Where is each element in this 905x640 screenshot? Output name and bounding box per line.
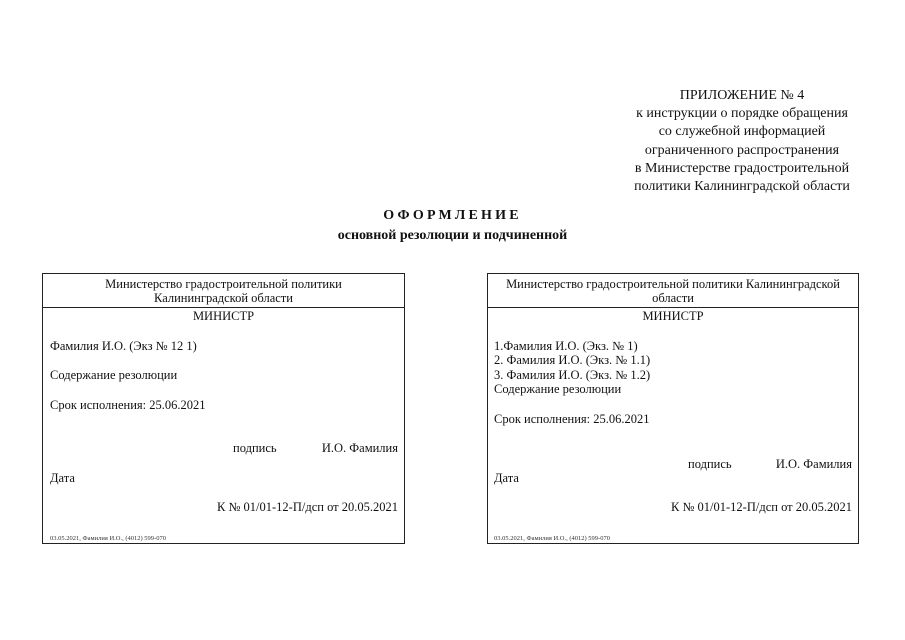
deadline: Срок исполнения: 25.06.2021 — [50, 398, 206, 412]
recipient: 2. Фамилия И.О. (Экз. № 1.1) — [494, 353, 651, 367]
appendix-line: к инструкции о порядке обращения — [636, 106, 848, 122]
signer-name: И.О. Фамилия — [321, 441, 398, 455]
header-line: Калининградской области — [154, 291, 293, 305]
deadline: Срок исполнения: 25.06.2021 — [494, 412, 650, 426]
executor-footer: 03.05.2021, Фамилия И.О., (4012) 599-070 — [50, 535, 166, 542]
resolution-content: Содержание резолюции — [494, 382, 622, 396]
header-line: Министерство градостроительной политики Калининградской — [506, 277, 840, 291]
subordinate-resolution-card — [487, 273, 859, 544]
signature-label: подпись — [688, 457, 732, 471]
card-header — [488, 274, 858, 308]
reference-number: К № 01/01-12-П/дсп от 20.05.2021 — [217, 500, 398, 514]
recipient: 3. Фамилия И.О. (Экз. № 1.2) — [494, 368, 651, 382]
appendix-title: ПРИЛОЖЕНИЕ № 4 — [679, 88, 805, 103]
main-resolution-card — [42, 273, 405, 544]
appendix-line: политики Калининградской области — [634, 179, 850, 195]
appendix-line: в Министерстве градостроительной — [634, 160, 850, 176]
date-label: Дата — [494, 471, 519, 485]
minister-label: МИНИСТР — [642, 309, 704, 323]
recipient: 1.Фамилия И.О. (Экз. № 1) — [494, 339, 638, 353]
signer-name: И.О. Фамилия — [775, 457, 852, 471]
document-title — [0, 206, 905, 245]
card-header — [43, 274, 404, 308]
appendix-line: со служебной информацией — [658, 124, 826, 140]
resolution-content: Содержание резолюции — [50, 368, 178, 382]
header-line: области — [652, 291, 694, 305]
title-main: ОФОРМЛЕНИЕ — [383, 208, 522, 223]
title-sub: основной резолюции и подчиненной — [337, 228, 568, 243]
signature-label: подпись — [233, 441, 277, 455]
reference-number: К № 01/01-12-П/дсп от 20.05.2021 — [671, 500, 852, 514]
minister-label: МИНИСТР — [192, 309, 255, 323]
executor-footer: 03.05.2021, Фамилия И.О., (4012) 599-070 — [494, 535, 610, 542]
appendix-block — [570, 87, 905, 196]
header-line: Министерство градостроительной политики — [105, 277, 342, 291]
recipient: Фамилия И.О. (Экз № 12 1) — [50, 339, 197, 353]
date-label: Дата — [50, 471, 75, 485]
appendix-line: ограниченного распространения — [644, 142, 840, 158]
